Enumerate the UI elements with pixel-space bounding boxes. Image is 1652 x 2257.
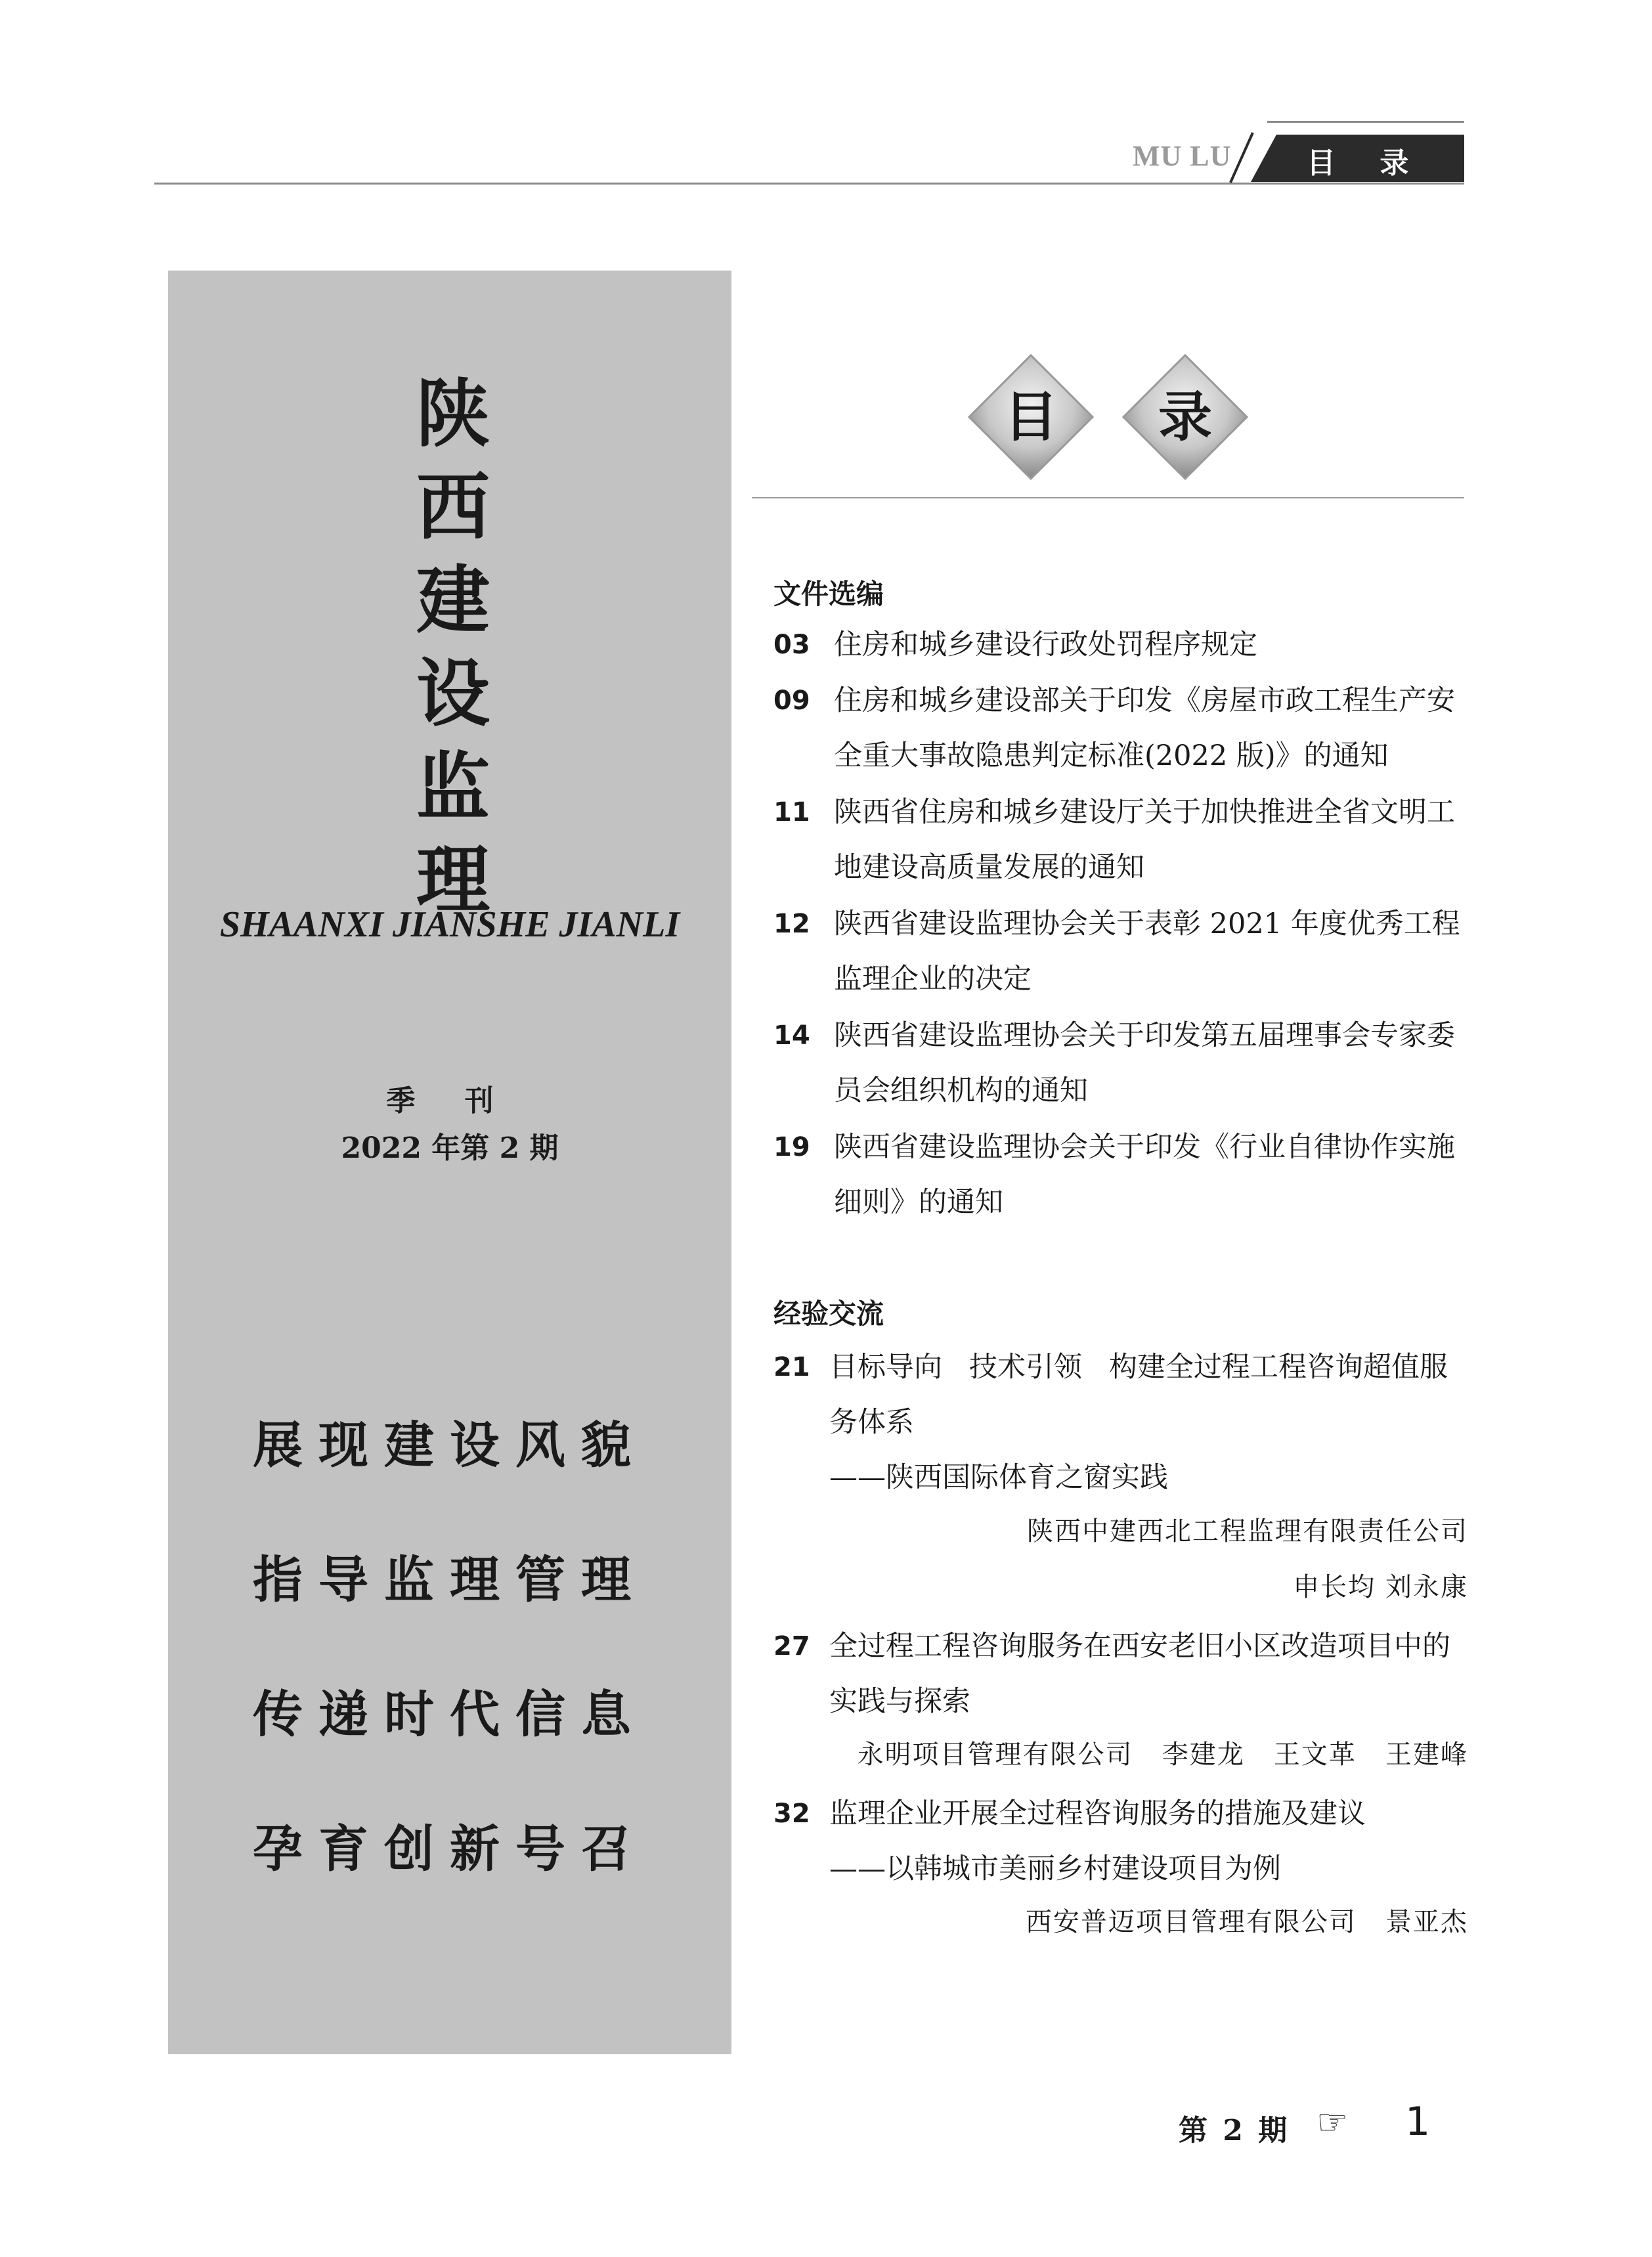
- toc-title-diamond: [1126, 358, 1244, 476]
- toc-entry-title: 全重大事故隐患判定标准(2022 版)》的通知: [834, 739, 1389, 772]
- toc-entry-title: 住房和城乡建设部关于印发《房屋市政工程生产安: [834, 684, 1455, 717]
- toc-page-number: 09: [773, 686, 810, 716]
- toc-page-number: 32: [773, 1799, 810, 1829]
- toc-title-diamond: [972, 358, 1090, 476]
- toc-title-char: 目: [1003, 385, 1058, 449]
- toc-page-number: 03: [773, 630, 810, 660]
- toc-page-number: 11: [773, 797, 810, 827]
- toc-entry-author: 永明项目管理有限公司 李建龙 王文革 王建峰: [857, 1740, 1468, 1770]
- toc-entry-title: 务体系: [829, 1406, 914, 1439]
- pointing-hand-icon: ☞: [1316, 2101, 1349, 2143]
- journal-issue: 2022 年第 2 期: [341, 1131, 559, 1165]
- slogan-line: 孕育创新号召: [253, 1820, 647, 1878]
- toc-entry-author: 陕西中建西北工程监理有限责任公司: [1027, 1516, 1468, 1546]
- journal-latin-title: SHAANXI JIANSHE JIANLI: [219, 904, 680, 945]
- toc-entry-title: 目标导向 技术引领 构建全过程工程咨询超值服: [829, 1351, 1448, 1384]
- toc-page-number: 21: [773, 1352, 810, 1382]
- header-slash-icon: [1228, 131, 1254, 184]
- toc-entry-subtitle: ——陕西国际体育之窗实践: [829, 1461, 1168, 1494]
- journal-title-char: 西: [416, 464, 490, 550]
- toc-entry-subtitle: ——以韩城市美丽乡村建设项目为例: [829, 1852, 1281, 1885]
- toc-page-number: 19: [773, 1132, 810, 1162]
- section-heading: 经验交流: [773, 1298, 884, 1330]
- toc-entry-title: 实践与探索: [829, 1685, 970, 1718]
- toc-divider: [752, 497, 1464, 498]
- journal-title: [394, 368, 512, 927]
- header-top-rule: [1267, 121, 1464, 123]
- toc-entry-title: 监理企业的决定: [834, 963, 1032, 996]
- toc-entry-title: 监理企业开展全过程咨询服务的措施及建议: [829, 1797, 1366, 1830]
- header-rule: [154, 183, 1464, 185]
- journal-frequency: 季 刊: [386, 1084, 513, 1118]
- journal-title-char: 理: [416, 837, 490, 923]
- slogan-line: 展现建设风貌: [253, 1416, 647, 1474]
- toc-page-number: 12: [773, 909, 810, 939]
- toc-entry-title: 全过程工程咨询服务在西安老旧小区改造项目中的: [829, 1630, 1450, 1663]
- journal-title-char: 建: [416, 558, 490, 644]
- section-heading: 文件选编: [773, 578, 884, 610]
- toc-entry-title: 住房和城乡建设行政处罚程序规定: [834, 628, 1257, 661]
- toc-entry-title: 陕西省建设监理协会关于印发第五届理事会专家委: [834, 1019, 1455, 1052]
- toc-page-number: 27: [773, 1631, 810, 1661]
- journal-title-char: 设: [416, 651, 490, 737]
- toc-page-number: 14: [773, 1020, 810, 1051]
- toc-title-char: 录: [1158, 385, 1212, 449]
- header-latin-label: MU LU: [1133, 140, 1232, 172]
- journal-title-char: 监: [416, 744, 490, 830]
- toc-entry-title: 地建设高质量发展的通知: [834, 851, 1144, 884]
- footer-issue: 第 2 期: [1179, 2114, 1290, 2147]
- slogan-line: 指导监理管理: [253, 1550, 647, 1609]
- toc-entry-title: 员会组织机构的通知: [834, 1074, 1088, 1107]
- page-number: 1: [1405, 2099, 1431, 2145]
- toc-entry-author: 申长均 刘永康: [1293, 1572, 1468, 1602]
- slogan-line: 传递时代信息: [253, 1685, 647, 1743]
- toc-entry-title: 陕西省建设监理协会关于表彰 2021 年度优秀工程: [834, 908, 1460, 940]
- toc-entry-author: 西安普迈项目管理有限公司 景亚杰: [1025, 1907, 1468, 1937]
- toc-entry-title: 陕西省住房和城乡建设厅关于加快推进全省文明工: [834, 796, 1455, 829]
- header-tab-label: 目 录: [1307, 146, 1426, 180]
- toc-entry-title: 陕西省建设监理协会关于印发《行业自律协作实施: [834, 1131, 1455, 1164]
- toc-entry-title: 细则》的通知: [834, 1186, 1003, 1219]
- journal-title-char: 陕: [416, 371, 490, 457]
